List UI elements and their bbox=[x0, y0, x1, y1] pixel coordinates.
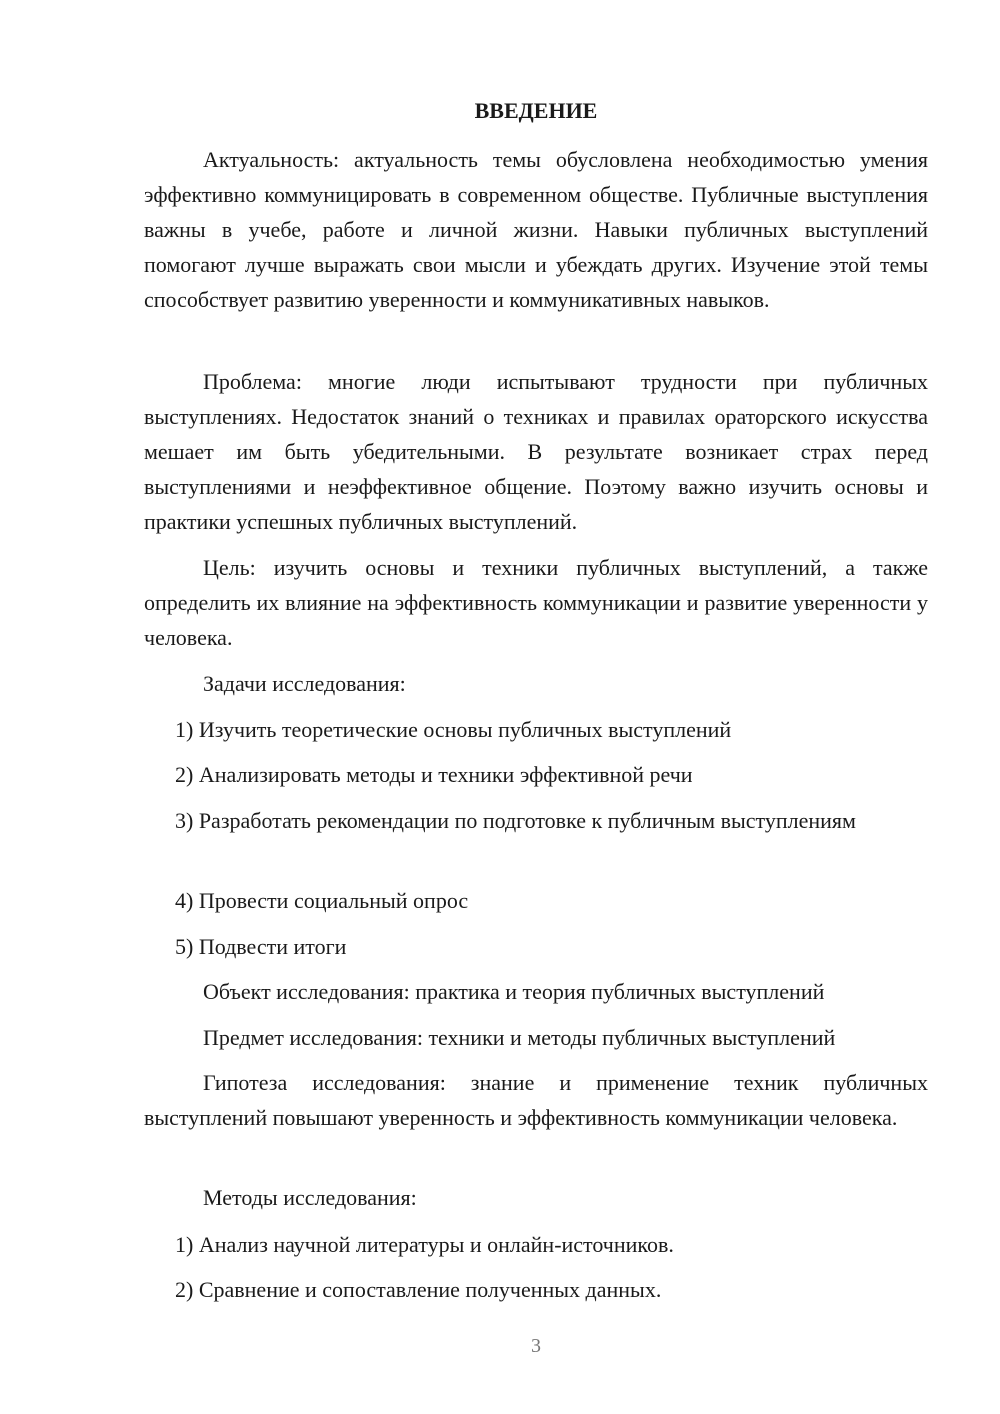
goal-paragraph: Цель: изучить основы и техники публичных выступлений, а также определить их влияние на эффективность коммуникации и развитие уверенности у человека. bbox=[144, 555, 928, 650]
task-item: 3) Разработать рекомендации по подготовке к публичным выступлениям bbox=[175, 808, 856, 833]
page-title: ВВЕДЕНИЕ bbox=[474, 98, 598, 123]
object-paragraph: Объект исследования: практика и теория публичных выступлений bbox=[203, 979, 825, 1004]
relevance-paragraph: Актуальность: актуальность темы обусловлена необходимостью умения эффективно коммуницировать в современном обществе. Публичные выступления важны в учебе, работе и личной жизни. Навыки публичных выступлений помогают лучше выражать свои мысли и убеждать других. Изучение этой темы способствует развитию уверенности и коммуникативных навыков. bbox=[144, 147, 928, 312]
method-item: 2) Сравнение и сопоставление полученных данных. bbox=[175, 1277, 662, 1302]
task-item: 4) Провести социальный опрос bbox=[175, 888, 469, 913]
page-number: 3 bbox=[531, 1335, 541, 1357]
method-item: 1) Анализ научной литературы и онлайн-источников. bbox=[175, 1232, 674, 1257]
subject-paragraph: Предмет исследования: техники и методы публичных выступлений bbox=[203, 1025, 836, 1050]
task-item: 5) Подвести итоги bbox=[175, 934, 347, 959]
methods-heading: Методы исследования: bbox=[203, 1185, 417, 1210]
hypothesis-paragraph: Гипотеза исследования: знание и применение техник публичных выступлений повышают уверенность и эффективность коммуникации человека. bbox=[144, 1070, 928, 1130]
problem-paragraph: Проблема: многие люди испытывают трудности при публичных выступлениях. Недостаток знаний о техниках и правилах ораторского искусства мешает им быть убедительными. В результате возникает страх перед выступлениями и неэффективное общение. Поэтому важно изучить основы и практики успешных публичных выступлений. bbox=[144, 369, 928, 534]
task-item: 2) Анализировать методы и техники эффективной речи bbox=[175, 762, 693, 787]
task-item: 1) Изучить теоретические основы публичных выступлений bbox=[175, 717, 732, 742]
document-page bbox=[144, 0, 928, 1414]
tasks-heading: Задачи исследования: bbox=[203, 671, 406, 696]
